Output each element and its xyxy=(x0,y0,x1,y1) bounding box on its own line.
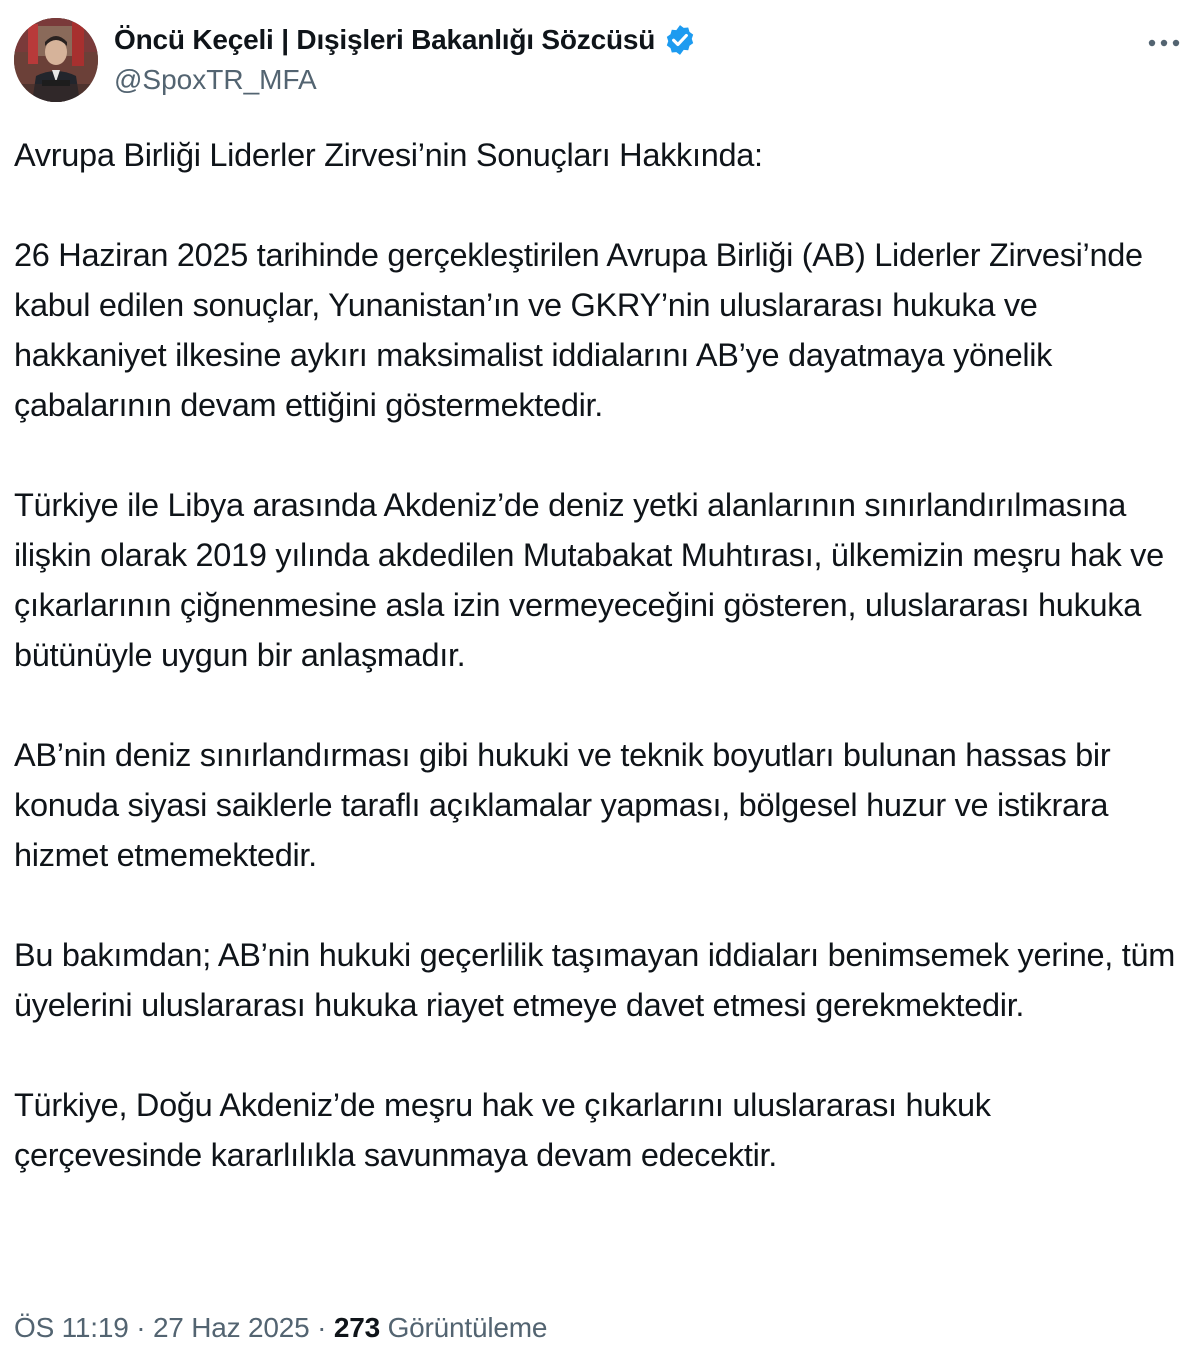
tweet-paragraph: Türkiye ile Libya arasında Akdeniz’de deniz yetki alanlarının sınırlandırılmasına ilişkin olarak 2019 yılında akdedilen Mutabakat Muhtırası, ülkemizin meşru hak ve çıkarlarının çiğnenmesine asla izin vermeyeceğini gösteren, uluslararası hukuka bütünüyle uygun bir anlaşmadır. xyxy=(14,487,1164,673)
more-options-button[interactable] xyxy=(1144,28,1184,58)
author-block xyxy=(114,20,697,96)
tweet-paragraph: Bu bakımdan; AB’nin hukuki geçerlilik taşımayan iddiaları benimsemek yerine, tüm üyelerini uluslararası hukuka riayet etmeye davet etmesi gerekmektedir. xyxy=(14,937,1176,1023)
tweet-text xyxy=(14,130,1186,1180)
tweet-paragraph-title: Avrupa Birliği Liderler Zirvesi’nin Sonuçları Hakkında: xyxy=(14,137,763,173)
views-label: Görüntüleme xyxy=(387,1312,548,1343)
verified-badge-icon xyxy=(663,23,697,57)
more-horizontal-icon xyxy=(1144,28,1184,58)
tweet-date[interactable]: 27 Haz 2025 xyxy=(152,1312,310,1343)
views-count[interactable]: 273 xyxy=(333,1312,380,1343)
user-handle[interactable]: @SpoxTR_MFA xyxy=(114,64,317,95)
tweet-paragraph: 26 Haziran 2025 tarihinde gerçekleştirilen Avrupa Birliği (AB) Liderler Zirvesi’nde kabul edilen sonuçlar, Yunanistan’ın ve GKRY’nin uluslararası hukuka ve hakkaniyet ilkesine aykırı maksimalist iddialarını AB’ye dayatmaya yönelik çabalarının devam ettiğini göstermektedir. xyxy=(14,237,1143,423)
meta-separator: · xyxy=(317,1312,327,1343)
meta-separator: · xyxy=(136,1312,146,1343)
tweet-paragraph: Türkiye, Doğu Akdeniz’de meşru hak ve çıkarlarını uluslararası hukuk çerçevesinde kararlılıkla savunmaya devam edecektir. xyxy=(14,1087,991,1173)
avatar[interactable] xyxy=(14,18,98,102)
avatar-image xyxy=(14,18,98,102)
tweet-header xyxy=(14,18,1186,102)
display-name-row xyxy=(114,20,697,60)
display-name[interactable]: Öncü Keçeli | Dışişleri Bakanlığı Sözcüsü xyxy=(114,24,656,55)
tweet-time[interactable]: ÖS 11:19 xyxy=(14,1312,129,1343)
tweet-paragraph: AB’nin deniz sınırlandırması gibi hukuki ve teknik boyutları bulunan hassas bir konuda siyasi saiklerle taraflı açıklamalar yapması, bölgesel huzur ve istikrara hizmet etmemektedir. xyxy=(14,737,1111,873)
tweet-meta xyxy=(14,1312,547,1344)
